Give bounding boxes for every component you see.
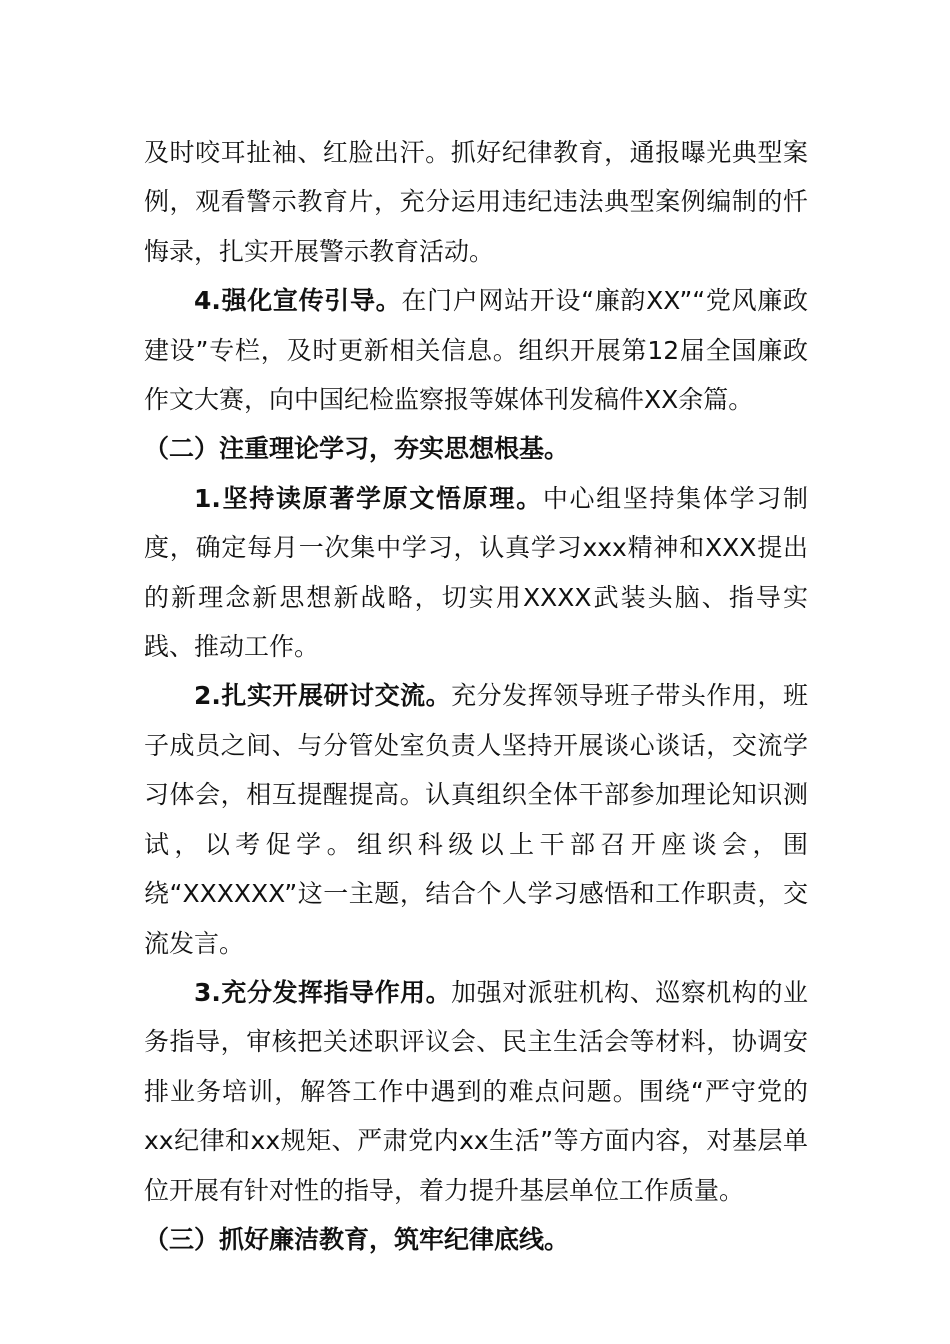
paragraph-read-originals (144, 474, 808, 672)
paragraph-text: 充分发挥领导班子带头作用，班子成员之间、与分管处室负责人坚持开展谈心谈话，交流学习体会，相互提醒提高。认真组织全体干部参加理论知识测试，以考促学。组织科级以上干部召开座谈会，围绕“XXXXXX”这一主题，结合个人学习感悟和工作职责，交流发言。 (144, 681, 808, 958)
paragraph-text: 加强对派驻机构、巡察机构的业务指导，审核把关述职评议会、民主生活会等材料，协调安排业务培训，解答工作中遇到的难点问题。围绕“严守党的xx纪律和xx规矩、严肃党内xx生活”等方面内容，对基层单位开展有针对性的指导，着力提升基层单位工作质量。 (144, 977, 808, 1205)
section-heading-integrity-education: （三）抓好廉洁教育，筑牢纪律底线。 (144, 1224, 570, 1254)
document-body (144, 128, 808, 1264)
paragraph-text: 中心组坚持集体学习制度，确定每月一次集中学习，认真学习xxx精神和XXX提出的新理念新思想新战略，切实用XXXX武装头脑、指导实践、推动工作。 (144, 483, 808, 662)
section-heading-theory-study: （二）注重理论学习，夯实思想根基。 (144, 434, 570, 464)
paragraph-continuation (144, 128, 808, 276)
paragraph-guidance-role (144, 968, 808, 1215)
paragraph-lead: 3.充分发挥指导作用。 (194, 977, 452, 1007)
paragraph-seminar-exchange (144, 671, 808, 967)
paragraph-text: 在门户网站开设“廉韵XX”“党风廉政建设”专栏，及时更新相关信息。组织开展第12届全国廉政作文大赛，向中国纪检监察报等媒体刊发稿件XX余篇。 (144, 286, 808, 415)
paragraph-lead: 4.强化宣传引导。 (194, 286, 402, 316)
paragraph-lead: 1.坚持读原著学原文悟原理。 (194, 483, 543, 513)
paragraph-lead: 2.扎实开展研讨交流。 (194, 681, 452, 711)
paragraph-text: 及时咬耳扯袖、红脸出汗。抓好纪律教育，通报曝光典型案例，观看警示教育片，充分运用违纪违法典型案例编制的忏悔录，扎实开展警示教育活动。 (144, 138, 808, 266)
paragraph-publicity-guidance (144, 276, 808, 424)
